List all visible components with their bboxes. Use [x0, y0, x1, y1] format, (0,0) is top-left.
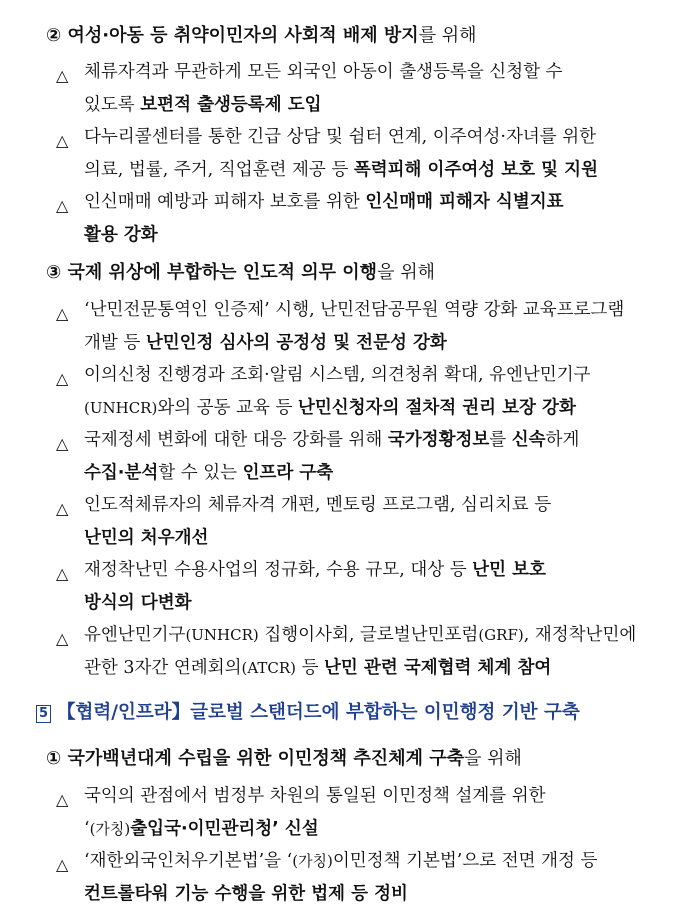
bullet-text [84, 367, 591, 385]
bullet-line: ‘난민전문통역인 인증제’ 시행, 난민전담공무원 역량 강화 교육프로그램 [84, 300, 625, 320]
bullet-text [84, 64, 562, 82]
triangle-bullet: △ [56, 131, 69, 150]
bullet-small: (UNHCR) [84, 399, 158, 417]
bullet-text [84, 465, 333, 483]
bullet-bold: 난민 보호 [472, 560, 546, 580]
bullet-line: 집행이사회, 글로벌난민포럼 [258, 625, 479, 645]
bullet-line: , 재정착난민에 [523, 625, 637, 645]
bullet-text [84, 660, 551, 678]
bullet-line: 재정착난민 수용사업의 정규화, 수용 규모, 대상 등 [84, 560, 473, 580]
bullet-line: 이민정책 기본법’으로 전면 개정 등 [332, 851, 598, 871]
triangle-bullet: △ [56, 629, 69, 648]
subheading-1-tail: 을 위해 [464, 748, 522, 769]
bullet-bold: 보편적 출생등록제 도입 [140, 95, 322, 115]
triangle-bullet: △ [56, 66, 69, 85]
triangle-bullet: △ [56, 434, 69, 453]
bullet-text [84, 194, 564, 212]
bullet-small: (가칭) [89, 820, 131, 838]
bullet-bold: 컨트롤타워 기능 수행을 위한 법제 등 정비 [84, 884, 408, 904]
subheading-3 [46, 264, 435, 282]
bullet-line: 있도록 [84, 95, 141, 115]
bullet-line: 와의 공동 교육 등 [157, 398, 298, 418]
bullet-line: 이의신청 진행경과 조회·알림 시스템, 의견청취 확대, 유엔난민기구 [84, 365, 591, 385]
bullet-text [84, 129, 596, 147]
bullet-small: (GRF) [478, 626, 524, 644]
bullet-text [84, 853, 597, 871]
triangle-bullet: △ [56, 499, 69, 518]
bullet-small: (가칭) [292, 852, 333, 870]
triangle-bullet: △ [56, 564, 69, 583]
bullet-line: 인신매매 예방과 피해자 보호를 위한 [84, 192, 366, 212]
bullet-line: 관한 3자간 연례회의 [84, 658, 242, 678]
bullet-bold: 수집·분석 [84, 463, 159, 483]
bullet-text [84, 162, 598, 180]
bullet-line: 의료, 법률, 주거, 직업훈련 제공 등 [84, 160, 354, 180]
section-number-box: 5 [36, 705, 51, 723]
bullet-bold: 국가정황정보 [387, 430, 490, 450]
bullet-text [84, 788, 546, 806]
bullet-line: 다누리콜센터를 통한 긴급 상담 및 쉼터 연계, 이주여성·자녀를 위한 [84, 127, 597, 147]
subheading-3-tail: 을 위해 [377, 262, 435, 283]
bullet-bold: 신속 [511, 430, 546, 450]
bullet-small: (ATCR) [241, 659, 296, 677]
bullet-line: ‘재한외국인처우기본법’을 ‘ [84, 851, 293, 871]
bullet-bold: 난민인정 심사의 공정성 및 전문성 강화 [145, 333, 447, 353]
triangle-bullet: △ [56, 369, 69, 388]
bullet-bold: 인프라 구축 [242, 463, 334, 483]
section-5-title: 【협력/인프라】글로벌 스탠더드에 부합하는 이민행정 기반 구축 [57, 702, 580, 723]
bullet-text [84, 530, 208, 548]
triangle-bullet: △ [56, 304, 69, 323]
bullet-text [84, 227, 158, 245]
bullet-text [84, 497, 551, 515]
bullet-line: 하게 [545, 430, 580, 450]
bullet-bold: 출입국·이민관리청’ 신설 [130, 819, 319, 839]
bullet-text [84, 97, 322, 115]
bullet-bold: 인신매매 피해자 식별지표 [365, 192, 564, 212]
subheading-3-bold: 국제 위상에 부합하는 인도적 의무 이행 [67, 262, 378, 283]
bullet-line: ‘ [84, 819, 90, 839]
subheading-1-num: ① [46, 748, 62, 769]
subheading-2 [46, 27, 477, 45]
bullet-line: 체류자격과 무관하게 모든 외국인 아동이 출생등록을 신청할 수 [84, 62, 563, 82]
bullet-text [84, 335, 447, 353]
triangle-bullet: △ [56, 790, 69, 809]
subheading-2-bold: 여성·아동 등 취약이민자의 사회적 배제 방지 [67, 25, 419, 46]
triangle-bullet: △ [56, 855, 69, 874]
subheading-1 [46, 750, 522, 768]
bullet-line: 유엔난민기구 [84, 625, 186, 645]
bullet-line: 를 [489, 430, 512, 450]
subheading-2-num: ② [46, 25, 62, 46]
bullet-bold: 난민신청자의 절차적 권리 보장 강화 [297, 398, 576, 418]
bullet-bold: 난민 관련 국제협력 체계 참여 [324, 658, 552, 678]
triangle-bullet: △ [56, 196, 69, 215]
bullet-bold: 활용 강화 [84, 225, 158, 245]
bullet-text [84, 595, 192, 613]
bullet-bold: 폭력피해 이주여성 보호 및 지원 [353, 160, 598, 180]
bullet-line: 할 수 있는 [158, 463, 243, 483]
bullet-text [84, 432, 579, 450]
bullet-bold: 방식의 다변화 [84, 593, 192, 613]
bullet-line: 국익의 관점에서 범정부 차원의 통일된 이민정책 설계를 위한 [84, 786, 546, 806]
bullet-line: 개발 등 [84, 333, 146, 353]
bullet-text [84, 562, 546, 580]
bullet-text [84, 400, 576, 418]
bullet-bold: 난민의 처우개선 [84, 528, 209, 548]
bullet-text [84, 627, 636, 645]
subheading-1-bold: 국가백년대계 수립을 위한 이민정책 추진체계 구축 [67, 748, 465, 769]
subheading-3-num: ③ [46, 262, 62, 283]
bullet-text [84, 886, 408, 904]
bullet-line: 등 [296, 658, 325, 678]
section-5-heading [36, 704, 580, 723]
bullet-text [84, 821, 319, 839]
bullet-small: (UNHCR) [185, 626, 259, 644]
subheading-2-tail: 를 위해 [418, 25, 477, 46]
bullet-line: 국제정세 변화에 대한 대응 강화를 위해 [84, 430, 388, 450]
bullet-text [84, 302, 624, 320]
bullet-line: 인도적체류자의 체류자격 개편, 멘토링 프로그램, 심리치료 등 [84, 495, 552, 515]
